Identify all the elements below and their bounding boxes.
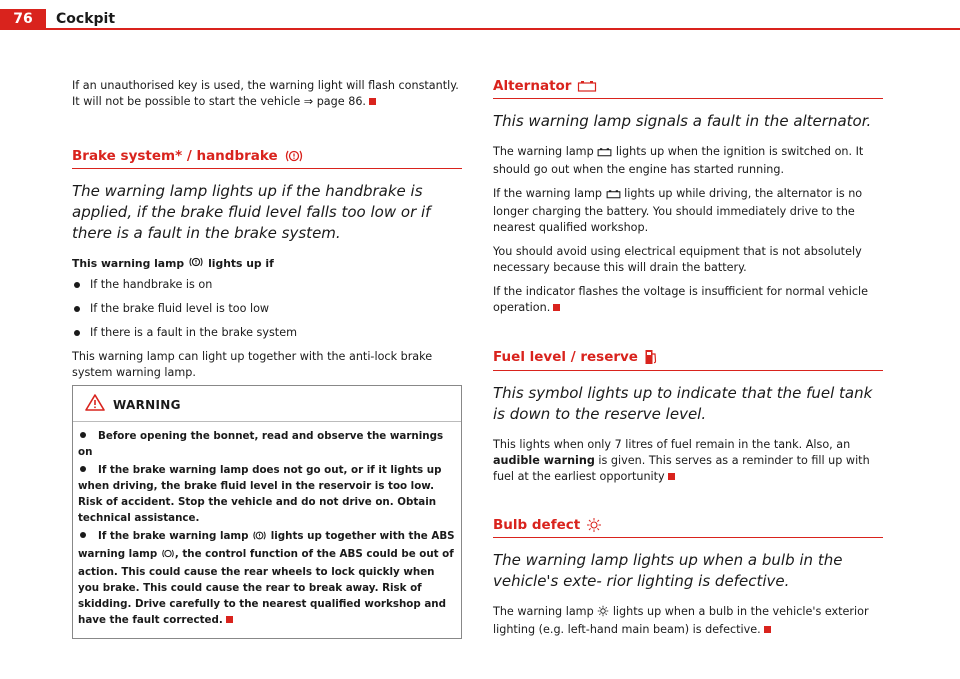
list-item: If the brake warning lamp does not go out, or if it lights up when driving, the brake fluid level in the reservoir is too low. Risk of accident. Stop the vehicle and do not drive on. Obtain technical assistance. [78,464,442,524]
brake-conditions-list [72,277,462,341]
list-item: If the brake fluid level is too low [72,301,462,317]
list-item: Before opening the bonnet, read and observe the warnings on [78,430,444,458]
fuel-heading: Fuel level / reserve [493,348,883,371]
brake-condition-title: This warning lamp lights up if [72,257,274,270]
warning-header [73,386,461,422]
alternator-paragraph: The warning lamp lights up when the ignition is switched on. It should go out when the engine has started running. [493,145,864,176]
brake-note: This warning lamp can light up together with the anti-lock brake system warning lamp. [72,350,433,379]
warning-triangle-icon [85,394,105,415]
end-marker [553,304,560,311]
brake-heading: Brake system* / handbrake [72,148,462,169]
page-header [0,0,960,30]
bulb-defect-icon [586,517,602,533]
fuel-pump-icon [644,348,658,366]
list-item: If the brake warning lamp lights up together with the ABS warning lamp , the control function of the ABS could be out of action. This could cause the rear wheels to lock quickly when you brake. This could cause the rear to break away. Risk of skidding. Drive carefully to the nearest qualified workshop and have the fault corrected. [78,530,455,626]
fuel-paragraph: This lights when only 7 litres of fuel remain in the tank. Also, an audible warning is given. This serves as a reminder to fill up with fuel at the earliest opportunity [493,438,870,483]
brake-lead: The warning lamp lights up if the handbrake is applied, if the brake fluid level falls too low or if there is a fault in the brake system. [72,182,431,242]
alternator-lead: This warning lamp signals a fault in the alternator. [493,112,872,130]
end-marker [369,98,376,105]
battery-icon [577,80,597,92]
warning-box [72,385,462,639]
bulb-defect-icon [597,605,609,622]
fuel-lead: This symbol lights up to indicate that the fuel tank is down to the reserve level. [493,384,873,423]
end-marker [226,616,233,623]
end-marker [668,473,675,480]
list-item: If there is a fault in the brake system [72,325,462,341]
end-marker [764,626,771,633]
brake-warning-icon [188,256,204,271]
intro-paragraph: If an unauthorised key is used, the warning light will flash constantly. It will not be possible to start the vehicle ⇒ page 86. [72,79,459,108]
warning-label: WARNING [113,397,181,412]
brake-warning-icon [252,530,267,546]
abs-icon [161,548,175,564]
brake-warning-icon [284,149,304,163]
bulb-lead: The warning lamp lights up when a bulb in the vehicle's exte- rior lighting is defective. [493,551,843,590]
alternator-heading: Alternator [493,78,883,99]
list-item: If the handbrake is on [72,277,462,293]
alternator-paragraph: You should avoid using electrical equipment that is not absolutely necessary because this will drain the battery. [493,245,862,274]
alternator-paragraph: If the warning lamp lights up while driving, the alternator is no longer charging the battery. You should immediately drive to the nearest qualified workshop. [493,187,863,234]
chapter-title: Cockpit [56,11,116,27]
battery-icon [597,146,612,162]
header-divider [46,28,960,30]
battery-icon [606,188,621,204]
left-column [72,78,462,389]
page-number: 76 [0,9,46,30]
bulb-paragraph: The warning lamp lights up when a bulb in the vehicle's exterior lighting (e.g. left-hand main beam) is defective. [493,605,869,636]
bulb-heading: Bulb defect [493,517,883,538]
alternator-paragraph: If the indicator flashes the voltage is insufficient for normal vehicle operation. [493,285,869,314]
warning-list [73,422,461,638]
right-column [493,78,883,646]
